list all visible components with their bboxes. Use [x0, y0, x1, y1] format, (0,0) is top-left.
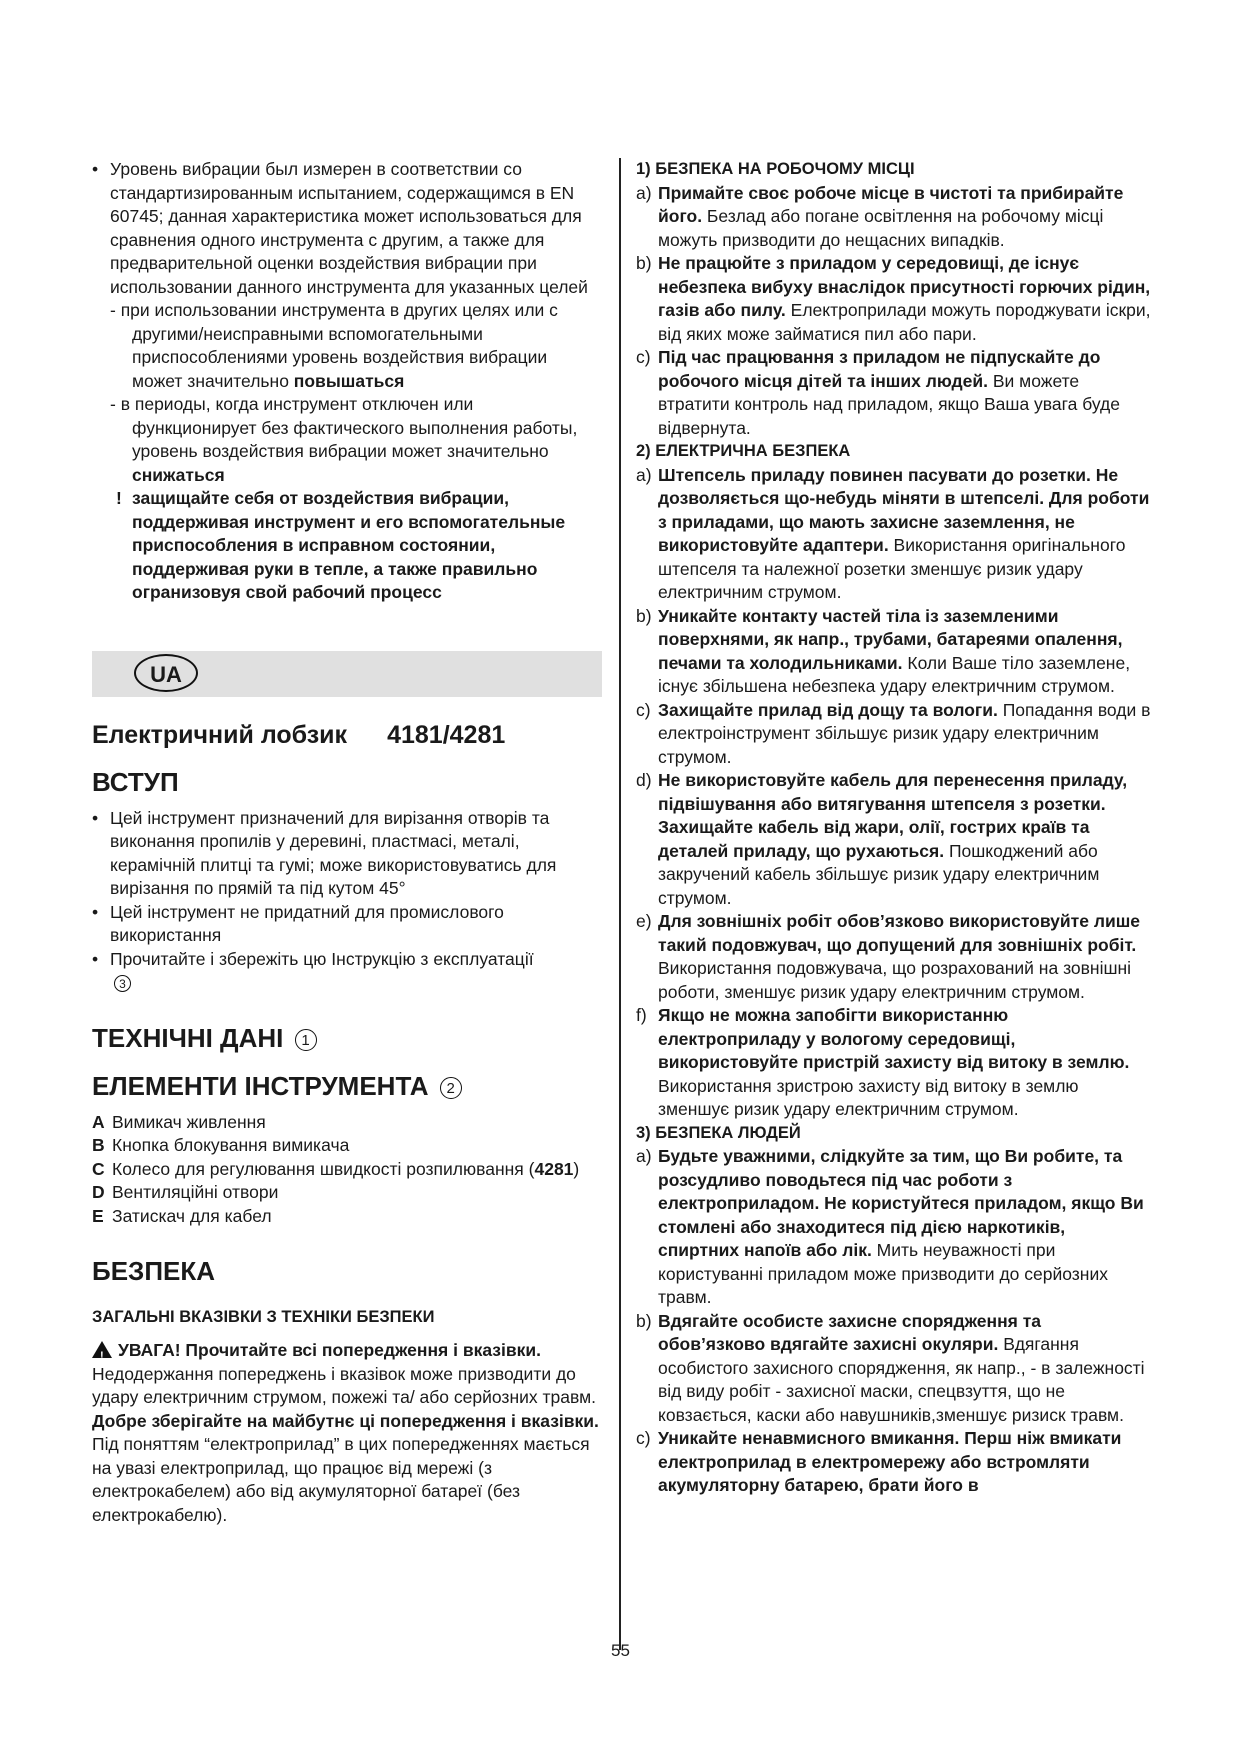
page-number: 55: [611, 1641, 630, 1660]
safety-item: a) Будьте уважними, слідкуйте за тим, що Ви робите, та розсудливо поводьтеся під час роботи з електроприладом. Не користуйтеся приладом, якщо Ви стомлені або знаходитеся під дією наркотиків, спиртних напоїв або лік. Мить неуважності при користуванні приладом може призводити до серйозних травм.: [636, 1146, 1144, 1307]
section-heading: 3) БЕЗПЕКА ЛЮДЕЙ: [636, 1123, 801, 1142]
intro-bullet: • Цей інструмент призначений для вирізання отворів та виконання пропилів у деревині, пластмасі, металі, керамічній плитці та гумі; може використовуватись для вирізання по прямій та під кутом 45°: [92, 807, 557, 898]
safety-item: a) Примайте своє робоче місце в чистоті та прибирайте його. Безлад або погане освітлення на робочому місці можуть призводити до нещасних випадків.: [636, 182, 1124, 250]
safety-item: b) Уникайте контакту частей тіла із заземленими поверхнями, як напр., трубами, батареями опалення, печами та холодильниками. Коли Ваше тіло заземлене, існує збільшена небезпека удару електричним струмом.: [636, 605, 1131, 696]
warning-triangle-icon: !: [92, 1341, 112, 1358]
safety-item: a) Штепсель приладу повинен пасувати до розетки. Не дозволяється що-небудь міняти в штепселі. Для роботи з приладами, що мають захисне заземлення, не використовуйте адаптери. Використання оригінального штепселя та належної розетки зменшує ризик удару електричним струмом.: [636, 464, 1150, 602]
element-item: C Колесо для регулювання швидкості розпилювання (4281): [92, 1158, 580, 1179]
figure-ref-2: 2: [440, 1077, 462, 1099]
intro-bullet: • Цей інструмент не придатний для промислового використання: [92, 901, 504, 945]
element-item: B Кнопка блокування вимикача: [92, 1135, 350, 1155]
figure-ref-1: 1: [295, 1029, 317, 1051]
safety-item: d) Не використовуйте кабель для перенесення приладу, підвішування або витягування штепселя з розетки. Захищайте кабель від жари, олії, гострих країв та деталей приладу, що рухаються. Пошкоджений або закручений кабель збільшує ризик удару електричним струмом.: [636, 770, 1128, 908]
vibration-warning: ! защищайте себя от воздействия вибрации, поддерживая инструмент и его вспомогательные приспособления в исправном состоянии, поддерживая руки в тепле, а также правильно огранизовуя свой рабочий процесс: [116, 488, 566, 602]
warning-paragraph: ! УВАГА! Прочитайте всі попередження і вказівки. Недодержання попереджень і вказівок може призводити до удару електричним струмом, пожежі та/ або серйозних травм. Добре зберігайте на майбутнє ці попередження і вказівки. Під поняттям “електроприлад” в цих попередженнях мається на увазі електроприлад, що працює від мережі (з електрокабелем) або від акумуляторної батареї (без електрокабелю).: [92, 1340, 599, 1525]
safety-heading: БЕЗПЕКА: [92, 1256, 215, 1286]
vibration-bullet: • Уровень вибрации был измерен в соответствии со стандартизированным испытанием, содержащимся в EN 60745; данная характеристика может использоваться для сравнения одного инструмента с другим, а также для предварительной оценки воздействия вибрации при использовании данного инструмента для указанных целей: [92, 159, 588, 297]
safety-item: e) Для зовнішніх робіт обов’язково використовуйте лише такий подовжувач, що допущений для зовнішніх робіт. Використання подовжувача, що розрахований на зовнішні роботи, зменшує ризик удару електричним струмом.: [636, 911, 1141, 1002]
tech-data-heading: ТЕХНІЧНІ ДАНІ 1: [92, 1021, 602, 1055]
intro-bullet: • Прочитайте і збережіть цю Інструкцію з експлуатації 3: [92, 948, 534, 991]
element-item: D Вентиляційні отвори: [92, 1182, 279, 1202]
language-banner: [92, 651, 602, 697]
safety-item: c) Захищайте прилад від дощу та вологи. Попадання води в електроінструмент збільшує ризик удару електричним струмом.: [636, 699, 1151, 767]
safety-item: c) Уникайте ненавмисного вмикання. Перш ніж вмикати електроприлад в електромережу або встромляти акумуляторну батарею, брати його в: [636, 1428, 1122, 1495]
elements-heading: ЕЛЕМЕНТИ ІНСТРУМЕНТА 2: [92, 1069, 602, 1103]
section-heading: 1) БЕЗПЕКА НА РОБОЧОМУ МІСЦІ: [636, 160, 915, 178]
safety-item: b) Не працюйте з приладом у середовищі, де існує небезпека вибуху внаслідок присутності горючих рідин, газів або пилу. Електроприлади можуть породжувати іскри, від яких може займатися пил або пари.: [636, 253, 1151, 344]
element-item: A Вимикач живлення: [92, 1111, 266, 1132]
language-badge: UA: [134, 654, 198, 692]
right-column: [636, 158, 1151, 1498]
left-column: [92, 158, 602, 1527]
safety-item: c) Під час працювання з приладом не підпускайте до робочого місця дітей та інших людей. Ви можете втратити контроль над приладом, якщо Ваша увага буде відвернута.: [636, 347, 1120, 438]
safety-item: f) Якщо не можна запобігти використанню електроприладу у вологому середовищі, використовуйте пристрій захисту від витоку в землю. Використання зристрою захисту від витоку в землю зменшує ризик удару електричним струмом.: [636, 1005, 1130, 1119]
safety-item: b) Вдягайте особисте захисне спорядження та обов’язково вдягайте захисні окуляри. Вдягання особистого захисного спорядження, як напр., - в залежності від виду робіт - захисної маски, спецвзуття, що не ковзається, каски або навушників,зменшує ризиск травм.: [636, 1310, 1145, 1425]
figure-ref-3: 3: [114, 975, 131, 992]
vibration-dash-1: - при использовании инструмента в других целях или с другими/неисправными вспомогательными приспособлениями уровень воздействия вибрации может значительно повышаться: [110, 300, 558, 391]
intro-heading: ВСТУП: [92, 766, 179, 797]
column-divider: [619, 158, 621, 1650]
section-heading: 2) ЕЛЕКТРИЧНА БЕЗПЕКА: [636, 442, 851, 460]
general-safety-heading: ЗАГАЛЬНІ ВКАЗІВКИ З ТЕХНІКИ БЕЗПЕКИ: [92, 1308, 435, 1326]
product-title: Електричний лобзик 4181/4281: [92, 720, 506, 749]
vibration-dash-2: - в периоды, когда инструмент отключен или функционирует без фактического выполнения работы, уровень воздействия вибрации может значительно снижаться: [110, 394, 578, 485]
element-item: E Затискач для кабел: [92, 1205, 272, 1226]
